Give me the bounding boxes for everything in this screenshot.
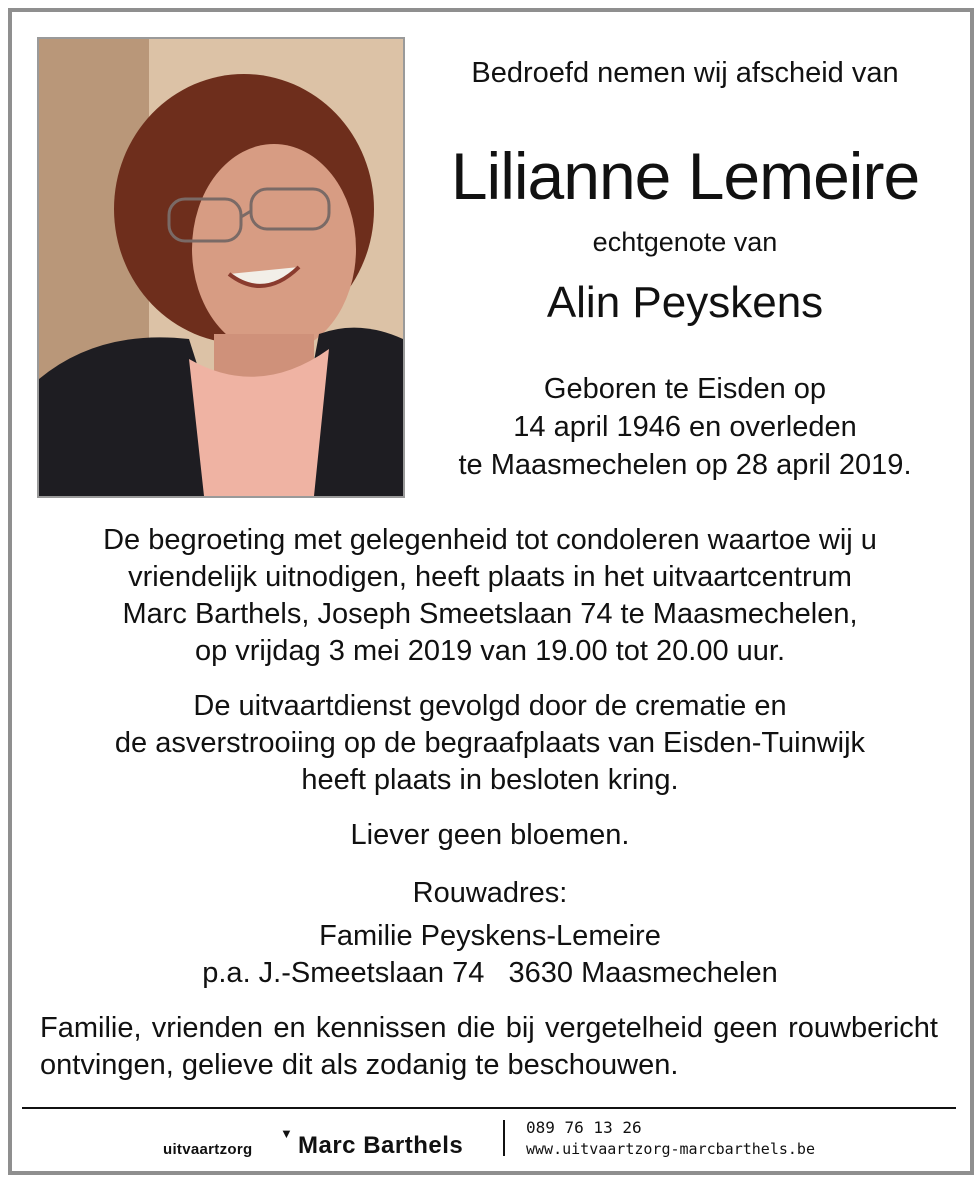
- mourning-address: [30, 918, 950, 992]
- notice-line: Familie, vrienden en kennissen die bij vergetelheid geen: [40, 1012, 778, 1044]
- visitation-paragraph: [30, 522, 950, 670]
- deceased-name: Lilianne Lemeire: [450, 139, 920, 213]
- visitation-line: op vrijdag 3 mei 2019 van 19.00 tot 20.00 uur.: [194, 635, 786, 667]
- address-label: Rouwadres:: [412, 877, 568, 909]
- funeral-paragraph: [30, 688, 950, 799]
- visitation-line: De begroeting met gelegenheid tot condoleren waartoe wij u: [103, 524, 877, 556]
- footer-divider: [22, 1107, 956, 1109]
- funeral-line: de asverstrooiing op de begraafplaats van Eisden-Tuinwijk: [114, 727, 866, 759]
- life-line: Geboren te Eisden op: [543, 373, 827, 405]
- address-street: p.a. J.-Smeetslaan 74 3630 Maasmechelen: [202, 957, 778, 989]
- life-line: 14 april 1946 en overleden: [513, 411, 857, 443]
- brand-tagline: uitvaartzorg: [163, 1141, 253, 1158]
- flowers-note: Liever geen bloemen.: [350, 819, 630, 851]
- visitation-line: Marc Barthels, Joseph Smeetslaan 74 te Maasmechelen,: [122, 598, 858, 630]
- phone-number[interactable]: 089 76 13 26: [526, 1118, 642, 1137]
- life-dates: [420, 370, 950, 484]
- spouse-name: Alin Peyskens: [546, 278, 824, 327]
- notice-line: rouwbericht ontvingen, gelieve dit als zodanig te beschouwen.: [40, 1012, 938, 1081]
- life-line: te Maasmechelen op 28 april 2019.: [458, 449, 912, 481]
- footer-separator: [503, 1120, 505, 1156]
- website-link[interactable]: www.uitvaartzorg-marcbarthels.be: [526, 1140, 815, 1158]
- footer: [0, 1116, 980, 1164]
- notice-paragraph: [40, 1010, 938, 1084]
- triangle-icon: ▼: [280, 1126, 293, 1141]
- address-family: Familie Peyskens-Lemeire: [319, 920, 661, 952]
- portrait-photo: [37, 37, 405, 498]
- funeral-line: heeft plaats in besloten kring.: [301, 764, 679, 796]
- funeral-line: De uitvaartdienst gevolgd door de crematie en: [193, 690, 787, 722]
- brand-name: Marc Barthels: [298, 1132, 464, 1159]
- relation-label: echtgenote van: [592, 227, 778, 257]
- visitation-line: vriendelijk uitnodigen, heeft plaats in het uitvaartcentrum: [128, 561, 852, 593]
- intro-text: Bedroefd nemen wij afscheid van: [471, 57, 899, 89]
